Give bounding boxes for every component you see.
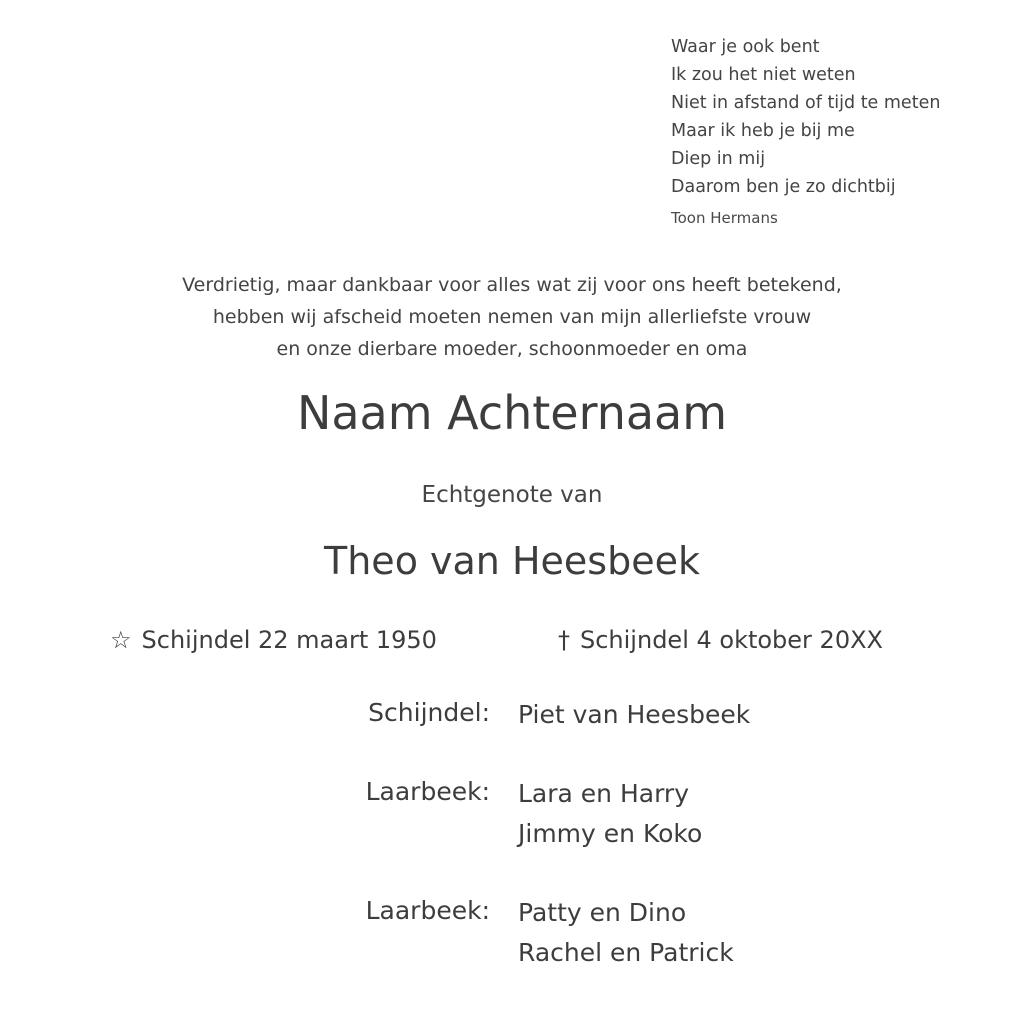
family-name: Rachel en Patrick (518, 938, 734, 967)
poem-line: Maar ik heb je bij me (671, 121, 855, 141)
poem-line: Ik zou het niet weten (671, 65, 856, 85)
intro-text (0, 269, 1024, 365)
family-name: Patty en Dino (518, 898, 687, 927)
family-names (518, 774, 702, 854)
poem-author: Toon Hermans (671, 209, 778, 227)
intro-line: en onze dierbare moeder, schoonmoeder en oma (276, 338, 748, 360)
spouse-label: Echtgenote van (421, 482, 603, 508)
poem-line: Waar je ook bent (671, 37, 820, 57)
family-place: Laarbeek: (365, 896, 490, 925)
death-date (558, 623, 883, 657)
cross-icon: † (558, 626, 570, 654)
family-names (518, 695, 750, 735)
family-name: Jimmy en Koko (518, 819, 703, 848)
star-icon: ☆ (110, 626, 132, 654)
family-place: Laarbeek: (365, 777, 490, 806)
intro-line: hebben wij afscheid moeten nemen van mijn allerliefste vrouw (212, 306, 812, 328)
spouse-name: Theo van Heesbeek (324, 539, 700, 583)
death-place-date: Schijndel 4 oktober 20XX (580, 626, 883, 654)
poem-line: Niet in afstand of tijd te meten (671, 93, 941, 113)
poem-line: Diep in mij (671, 149, 766, 169)
intro-line: Verdrietig, maar dankbaar voor alles wat zij voor ons heeft betekend, (182, 274, 842, 296)
birth-place-date: Schijndel 22 maart 1950 (141, 626, 437, 654)
poem (671, 33, 1011, 229)
deceased-name: Naam Achternaam (296, 386, 728, 440)
family-place: Schijndel: (368, 698, 490, 727)
family-names (518, 893, 734, 973)
family-name: Lara en Harry (518, 779, 689, 808)
birth-date (110, 623, 437, 657)
family-name: Piet van Heesbeek (518, 700, 751, 729)
poem-line: Daarom ben je zo dichtbij (671, 177, 896, 197)
